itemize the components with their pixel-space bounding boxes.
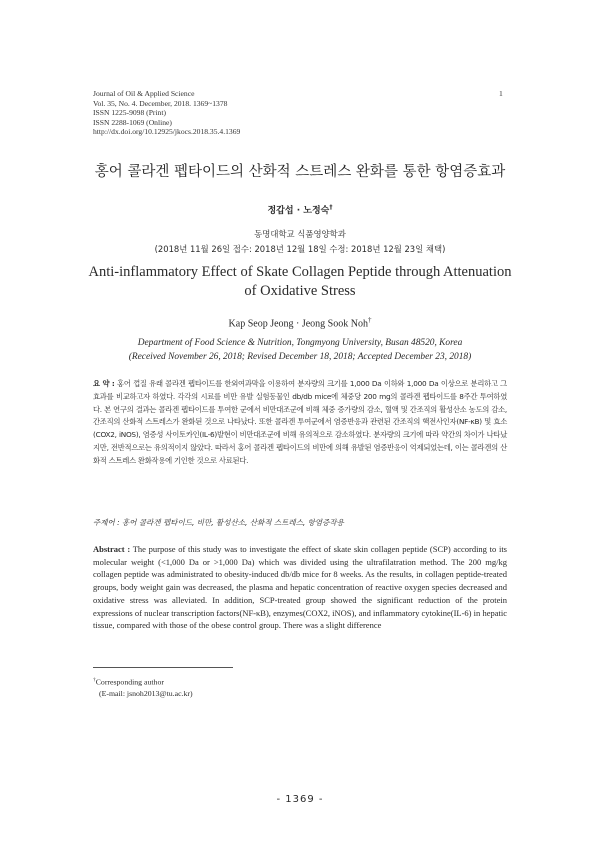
korean-dates: (2018년 11월 26일 접수: 2018년 12월 18일 수정: 2018년 12월 23일 채택)	[154, 244, 446, 254]
english-authors-text: Kap Seop Jeong · Jeong Sook Noh	[228, 318, 368, 330]
corresponding-author	[93, 675, 193, 688]
corresponding-email[interactable]: (E-mail: jsnoh2013@tu.ac.kr)	[99, 688, 193, 698]
english-abstract-text: The purpose of this study was to investigate the effect of skate skin collagen peptide (SCP) according to its molecular weight (<1,000 Da or >1,000 Da) which was divided using the ultrafilatration method. The 200 mg/kg collagen peptide was administrated to obesity-induced db/db mice for 8 weeks. As the results, in collagen peptide-treated groups, body weight gain was decreased, the plasma and hepatic concentration of reactive oxygen species decreased and oxidative stress was alleviated. In addition, SCP-treated group showed the significant reduction of the protein expressions of nuclear transcription factors(NF-κB), enzymes(COX2, iNOS), and inflammatory cytokine(IL-6) in hepatic tissue, compared with those of the obese control group. There was a slight difference	[93, 544, 507, 631]
corresponding-author-label: Corresponding author	[95, 677, 164, 687]
english-abstract-label: Abstract :	[93, 544, 131, 554]
korean-abstract-text: 홍어 껍질 유래 콜라겐 펩타이드를 한외여과막을 이용하여 분자량의 크기를 1,000 Da 이하와 1,000 Da 이상으로 분리하고 그 효과를 비교하고자 하였다. 각각의 시료를 비만 유발 실험동물인 db/db mice에 체중당 200 mg의 콜라겐 펩타이드를 8주간 투여하였다. 본 연구의 결과는 콜라겐 펩타이드를 투여한 군에서 비만대조군에 비해 체중 증가량의 감소, 혈액 및 간조직의 활성산소 농도의 감소, 간조직의 산화적 스트레스가 완화된 것으로 나타났다. 또한 콜라겐 투여군에서 염증반응과 관련된 간조직의 핵전사인자(NF-κB) 및 효소(COX2, iNOS), 염증성 사이토카인(IL-6)발현이 비만대조군에 비해 유의적으로 감소하였다. 분자량의 크기에 따라 약간의 차이가 나타났지만, 전반적으로는 유의적이지 않았다. 따라서 홍어 콜라겐 펩타이드의 비만에 의해 유발된 염증반응이 억제되었는데, 이는 콜라겐의 산화적 스트레스 완화작용에 기인한 것으로 사료된다.	[93, 379, 507, 465]
korean-title: 홍어 콜라겐 펩타이드의 산화적 스트레스 완화를 통한 항염증효과	[94, 164, 506, 180]
english-abstract	[93, 543, 507, 632]
doi-link[interactable]: http://dx.doi.org/10.12925/jkocs.2018.35.4.1369	[93, 127, 241, 137]
korean-authors-text: 정갑섭 · 노정숙	[267, 206, 330, 216]
english-title	[0, 263, 600, 301]
english-title-line2: of Oxidative Stress	[244, 283, 356, 299]
footnote	[93, 675, 193, 699]
korean-abstract-label: 요 약 :	[93, 379, 115, 388]
korean-keywords: 주제어 : 홍어 콜라겐 펩타이드, 비만, 활성산소, 산화적 스트레스, 항염증작용	[93, 518, 344, 527]
issn-online: ISSN 2288-1069 (Online)	[93, 117, 172, 127]
korean-affiliation: 동명대학교 식품영양학과	[254, 229, 346, 239]
english-title-line1: Anti-inflammatory Effect of Skate Collagen Peptide through Attenuation	[88, 264, 512, 280]
journal-volume: Vol. 35, No. 4. December, 2018. 1369~1378	[93, 98, 228, 108]
english-author-mark: †	[367, 316, 372, 324]
korean-author-mark: †	[329, 204, 333, 211]
korean-abstract	[93, 378, 507, 468]
page-number-top: 1	[499, 89, 503, 98]
english-affiliation: Department of Food Science & Nutrition, Tongmyong University, Busan 48520, Korea	[137, 338, 463, 348]
footnote-divider	[93, 667, 233, 668]
page-number-footer: - 1369 -	[276, 794, 324, 805]
issn-print: ISSN 1225-9098 (Print)	[93, 108, 166, 118]
english-authors	[0, 316, 600, 329]
english-dates: (Received November 26, 2018; Revised December 18, 2018; Accepted December 23, 2018)	[128, 352, 472, 362]
footnote-mark: †	[93, 677, 96, 683]
korean-authors	[0, 203, 600, 216]
journal-name: Journal of Oil & Applied Science	[93, 89, 195, 98]
journal-info	[93, 89, 493, 137]
